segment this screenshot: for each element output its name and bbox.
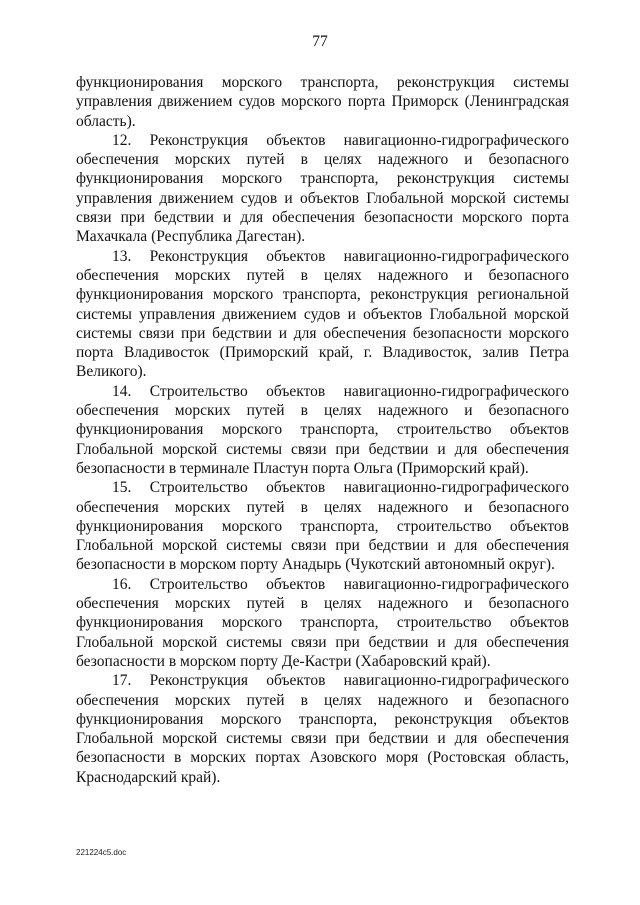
document-file-code: 221224c5.doc [76, 848, 127, 857]
paragraph-item-12: 12. Реконструкция объектов навигационно-гидрографического обеспечения морских путей в целях надежного и безопасного функционирования морского транспорта, реконструкция системы управления движением судов и объектов Глобальной морской системы связи при бедствии и для обеспечения безопасности морского порта Махачкала (Республика Дагестан). [76, 131, 569, 246]
paragraph-continuation: функционирования морского транспорта, реконструкция системы управления движением судов морского порта Приморск (Ленинградская область). [76, 74, 569, 130]
page-number: 77 [312, 33, 328, 50]
paragraph-item-16: 16. Строительство объектов навигационно-гидрографического обеспечения морских путей в целях надежного и безопасного функционирования морского транспорта, строительство объектов Глобальной морской системы связи при бедствии и для обеспечения безопасности в морском порту Де-Кастри (Хабаровский край). [76, 575, 569, 670]
paragraph-item-13: 13. Реконструкция объектов навигационно-гидрографического обеспечения морских путей в целях надежного и безопасного функционирования морского транспорта, реконструкция региональной системы управления движением судов и объектов Глобальной морской системы связи при бедствии и для обеспечения безопасности морского порта Владивосток (Приморский край, г. Владивосток, залив Петра Великого). [76, 247, 569, 381]
paragraph-item-15: 15. Строительство объектов навигационно-гидрографического обеспечения морских путей в целях надежного и безопасного функционирования морского транспорта, строительство объектов Глобальной морской системы связи при бедствии и для обеспечения безопасности в морском порту Анадырь (Чукотский автономный округ). [76, 479, 569, 574]
paragraph-item-17: 17. Реконструкция объектов навигационно-гидрографического обеспечения морских путей в целях надежного и безопасного функционирования морского транспорта, реконструкция объектов Глобальной морской системы связи при бедствии и для обеспечения безопасности в морских портах Азовского моря (Ростовская область, Краснодарский край). [76, 672, 569, 786]
document-body [76, 73, 569, 787]
paragraph-item-14: 14. Строительство объектов навигационно-гидрографического обеспечения морских путей в целях надежного и безопасного функционирования морского транспорта, строительство объектов Глобальной морской системы связи при бедствии и для обеспечения безопасности в терминале Пластун порта Ольга (Приморский край). [76, 382, 569, 477]
